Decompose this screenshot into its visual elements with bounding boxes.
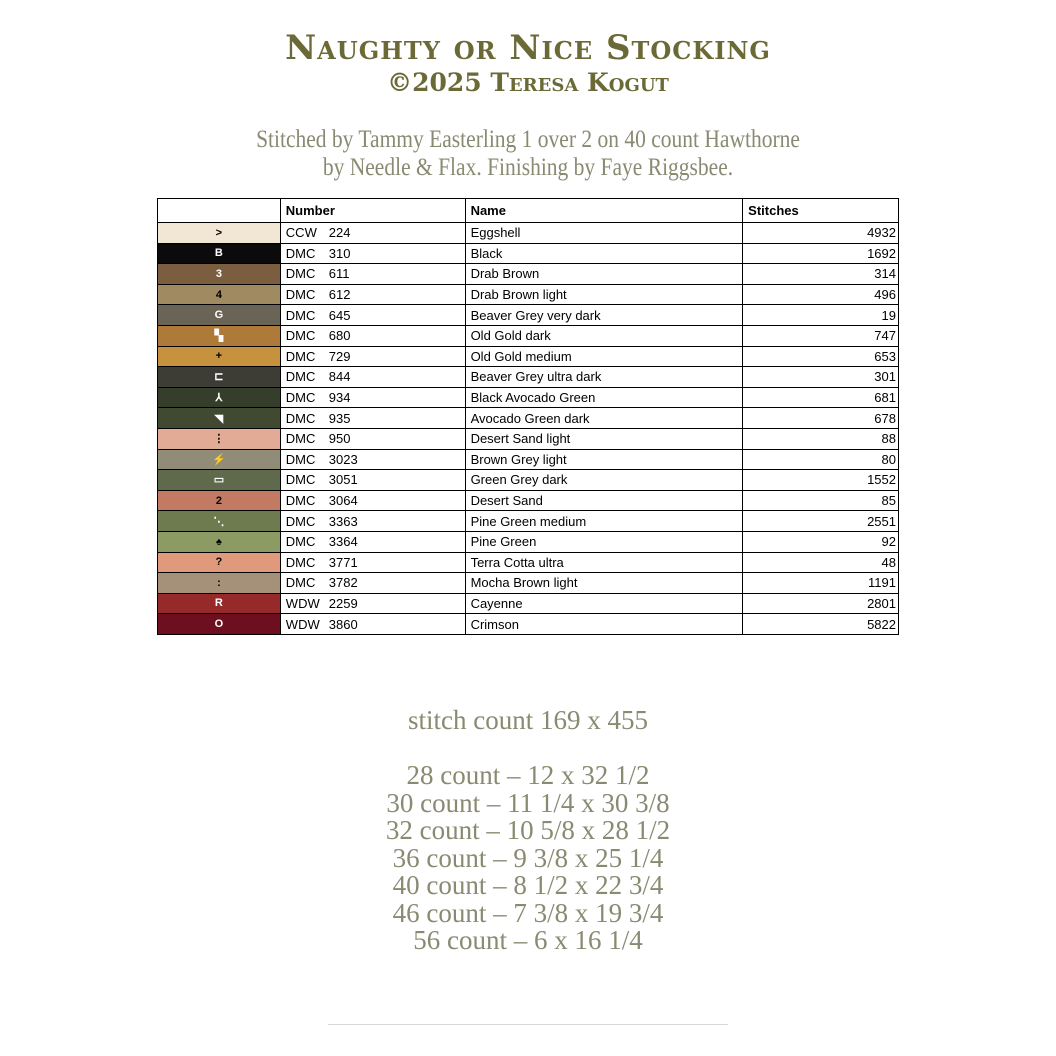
color-swatch-cell [158, 325, 281, 346]
floss-code: 3771 [328, 554, 358, 570]
copyright-line: ©2025 Teresa Kogut [387, 68, 669, 97]
chart-symbol: 3 [215, 267, 222, 280]
table-row [158, 408, 899, 429]
floss-number-cell [280, 408, 465, 429]
chart-symbol: ? [215, 556, 223, 569]
floss-number-cell [280, 470, 465, 491]
floss-brand: DMC [285, 369, 316, 385]
floss-code: 680 [328, 328, 351, 344]
color-swatch-cell [158, 511, 281, 532]
floss-brand: DMC [285, 307, 316, 323]
floss-brand: DMC [285, 534, 316, 550]
floss-code: 934 [328, 390, 351, 406]
floss-code: 729 [328, 348, 351, 364]
table-row [158, 573, 899, 594]
floss-name-cell: Terra Cotta ultra [465, 552, 743, 573]
floss-code: 3023 [328, 451, 358, 467]
chart-symbol: > [215, 226, 223, 239]
stitches-cell: 314 [743, 264, 899, 285]
floss-number-cell [280, 243, 465, 264]
pattern-title: Naughty or Nice Stocking [285, 28, 771, 68]
stitches-cell: 1552 [743, 470, 899, 491]
floss-code: 935 [328, 410, 351, 426]
table-row [158, 428, 899, 449]
table-row [158, 387, 899, 408]
table-body [158, 223, 899, 635]
floss-brand: DMC [285, 328, 316, 344]
floss-brand: DMC [285, 245, 316, 261]
floss-number-cell [280, 284, 465, 305]
stitches-cell: 92 [743, 531, 899, 552]
stitch-count: stitch count 169 x 455 [408, 705, 648, 735]
chart-symbol: ⚡ [212, 453, 226, 466]
chart-symbol: : [217, 576, 221, 589]
floss-code: 2259 [328, 595, 358, 611]
credit-line-1: Stitched by Tammy Easterling 1 over 2 on 40 count Hawthorne [256, 126, 800, 153]
floss-number-cell [280, 325, 465, 346]
credit-line-2: by Needle & Flax. Finishing by Faye Riggsbee. [322, 154, 734, 181]
chart-symbol: ◥ [214, 412, 224, 425]
color-swatch-cell [158, 408, 281, 429]
floss-code: 645 [328, 307, 351, 323]
floss-number-cell [280, 593, 465, 614]
floss-brand: DMC [285, 554, 316, 570]
color-swatch-cell [158, 552, 281, 573]
table-row [158, 470, 899, 491]
floss-brand: DMC [285, 287, 316, 303]
size-line: 36 count – 9 3/8 x 25 1/4 [392, 842, 664, 873]
floss-number-cell [280, 428, 465, 449]
floss-number-cell [280, 305, 465, 326]
floss-legend-table [157, 198, 899, 635]
stitches-cell: 653 [743, 346, 899, 367]
chart-symbol: ♠ [215, 535, 222, 548]
size-line: 30 count – 11 1/4 x 30 3/8 [386, 787, 670, 818]
floss-name-cell: Drab Brown [465, 264, 743, 285]
floss-code: 310 [328, 245, 351, 261]
chart-symbol: ⋱ [213, 515, 225, 528]
title-block [0, 28, 1056, 98]
floss-code: 3860 [328, 616, 358, 632]
table-row [158, 614, 899, 635]
floss-brand: DMC [285, 266, 316, 282]
color-swatch-cell [158, 387, 281, 408]
floss-name-cell: Avocado Green dark [465, 408, 743, 429]
chart-symbol: G [214, 309, 224, 322]
stitches-cell: 1692 [743, 243, 899, 264]
table-row [158, 511, 899, 532]
floss-number-cell [280, 367, 465, 388]
floss-number-cell [280, 614, 465, 635]
stitches-cell: 88 [743, 428, 899, 449]
color-swatch-cell [158, 346, 281, 367]
floss-number-cell [280, 573, 465, 594]
color-swatch-cell [158, 470, 281, 491]
stitches-cell: 301 [743, 367, 899, 388]
floss-name-cell: Old Gold medium [465, 346, 743, 367]
chart-symbol: R [214, 597, 223, 610]
table-row [158, 552, 899, 573]
color-swatch-cell [158, 428, 281, 449]
chart-symbol: 2 [215, 494, 222, 507]
floss-name-cell: Desert Sand light [465, 428, 743, 449]
table-row [158, 305, 899, 326]
stitches-cell: 681 [743, 387, 899, 408]
stitches-cell: 496 [743, 284, 899, 305]
color-swatch-cell [158, 449, 281, 470]
floss-brand: DMC [285, 431, 316, 447]
stitches-cell: 2551 [743, 511, 899, 532]
floss-code: 3064 [328, 493, 358, 509]
stitches-cell: 19 [743, 305, 899, 326]
floss-code: 611 [328, 266, 350, 282]
chart-symbol: ⅄ [215, 392, 223, 405]
floss-name-cell: Green Grey dark [465, 470, 743, 491]
bottom-divider [328, 1024, 728, 1025]
floss-brand: DMC [285, 513, 316, 529]
floss-code: 844 [328, 369, 351, 385]
color-swatch-cell [158, 531, 281, 552]
header-name: Name [465, 199, 743, 223]
table-row [158, 449, 899, 470]
stitches-cell: 747 [743, 325, 899, 346]
floss-number-cell [280, 346, 465, 367]
color-swatch-cell [158, 573, 281, 594]
floss-code: 3363 [328, 513, 358, 529]
color-swatch-cell [158, 593, 281, 614]
floss-number-cell [280, 511, 465, 532]
floss-number-cell [280, 490, 465, 511]
floss-name-cell: Mocha Brown light [465, 573, 743, 594]
floss-brand: DMC [285, 451, 316, 467]
table-row [158, 243, 899, 264]
chart-symbol: B [214, 247, 223, 260]
floss-name-cell: Desert Sand [465, 490, 743, 511]
floss-number-cell [280, 387, 465, 408]
floss-brand: WDW [285, 595, 320, 611]
chart-symbol: ▚ [214, 330, 224, 343]
floss-brand: DMC [285, 493, 316, 509]
floss-name-cell: Beaver Grey very dark [465, 305, 743, 326]
floss-name-cell: Beaver Grey ultra dark [465, 367, 743, 388]
floss-name-cell: Black Avocado Green [465, 387, 743, 408]
color-swatch-cell [158, 305, 281, 326]
chart-symbol: ⊏ [214, 371, 224, 384]
color-swatch-cell [158, 490, 281, 511]
table-header-row [158, 199, 899, 223]
color-swatch-cell [158, 223, 281, 244]
chart-symbol: ▭ [213, 474, 225, 487]
floss-number-cell [280, 552, 465, 573]
chart-symbol: ⋮ [213, 433, 225, 446]
size-line: 40 count – 8 1/2 x 22 3/4 [392, 870, 664, 900]
header-number: Number [280, 199, 465, 223]
table-row [158, 284, 899, 305]
floss-brand: DMC [285, 348, 316, 364]
floss-name-cell: Eggshell [465, 223, 743, 244]
floss-number-cell [280, 449, 465, 470]
table-row [158, 325, 899, 346]
floss-brand: CCW [285, 225, 317, 241]
floss-brand: WDW [285, 616, 320, 632]
floss-number-cell [280, 223, 465, 244]
floss-code: 950 [328, 431, 351, 447]
chart-symbol: + [215, 350, 223, 363]
floss-code: 224 [328, 225, 351, 241]
table-row [158, 490, 899, 511]
table-row [158, 531, 899, 552]
floss-code: 612 [328, 287, 351, 303]
floss-brand: DMC [285, 472, 316, 488]
header-symbol [158, 199, 281, 223]
floss-name-cell: Cayenne [465, 593, 743, 614]
floss-number-cell [280, 531, 465, 552]
fabric-sizes [0, 762, 1056, 955]
color-swatch-cell [158, 264, 281, 285]
floss-number-cell [280, 264, 465, 285]
stitches-cell: 85 [743, 490, 899, 511]
floss-name-cell: Old Gold dark [465, 325, 743, 346]
floss-name-cell: Pine Green [465, 531, 743, 552]
chart-symbol: 4 [215, 288, 222, 301]
table-row [158, 264, 899, 285]
size-line: 28 count – 12 x 32 1/2 [406, 760, 650, 790]
color-swatch-cell [158, 243, 281, 264]
stitches-cell: 80 [743, 449, 899, 470]
floss-name-cell: Black [465, 243, 743, 264]
color-swatch-cell [158, 284, 281, 305]
floss-name-cell: Crimson [465, 614, 743, 635]
floss-code: 3051 [328, 472, 358, 488]
floss-code: 3782 [328, 575, 358, 591]
size-line: 32 count – 10 5/8 x 28 1/2 [385, 815, 671, 845]
floss-brand: DMC [285, 575, 316, 591]
table-row [158, 593, 899, 614]
color-swatch-cell [158, 367, 281, 388]
color-swatch-cell [158, 614, 281, 635]
stitches-cell: 1191 [743, 573, 899, 594]
floss-name-cell: Drab Brown light [465, 284, 743, 305]
header-stitches: Stitches [743, 199, 899, 223]
size-line: 46 count – 7 3/8 x 19 3/4 [392, 897, 664, 928]
floss-name-cell: Pine Green medium [465, 511, 743, 532]
chart-symbol: O [214, 618, 224, 631]
stitches-cell: 48 [743, 552, 899, 573]
stitches-cell: 678 [743, 408, 899, 429]
table-row [158, 223, 899, 244]
size-line: 56 count – 6 x 16 1/4 [413, 925, 643, 955]
table-row [158, 367, 899, 388]
stitches-cell: 4932 [743, 223, 899, 244]
stitches-cell: 2801 [743, 593, 899, 614]
floss-brand: DMC [285, 390, 316, 406]
floss-name-cell: Brown Grey light [465, 449, 743, 470]
credits-block [0, 126, 1056, 182]
floss-brand: DMC [285, 410, 316, 426]
table-row [158, 346, 899, 367]
floss-code: 3364 [328, 534, 358, 550]
stitches-cell: 5822 [743, 614, 899, 635]
